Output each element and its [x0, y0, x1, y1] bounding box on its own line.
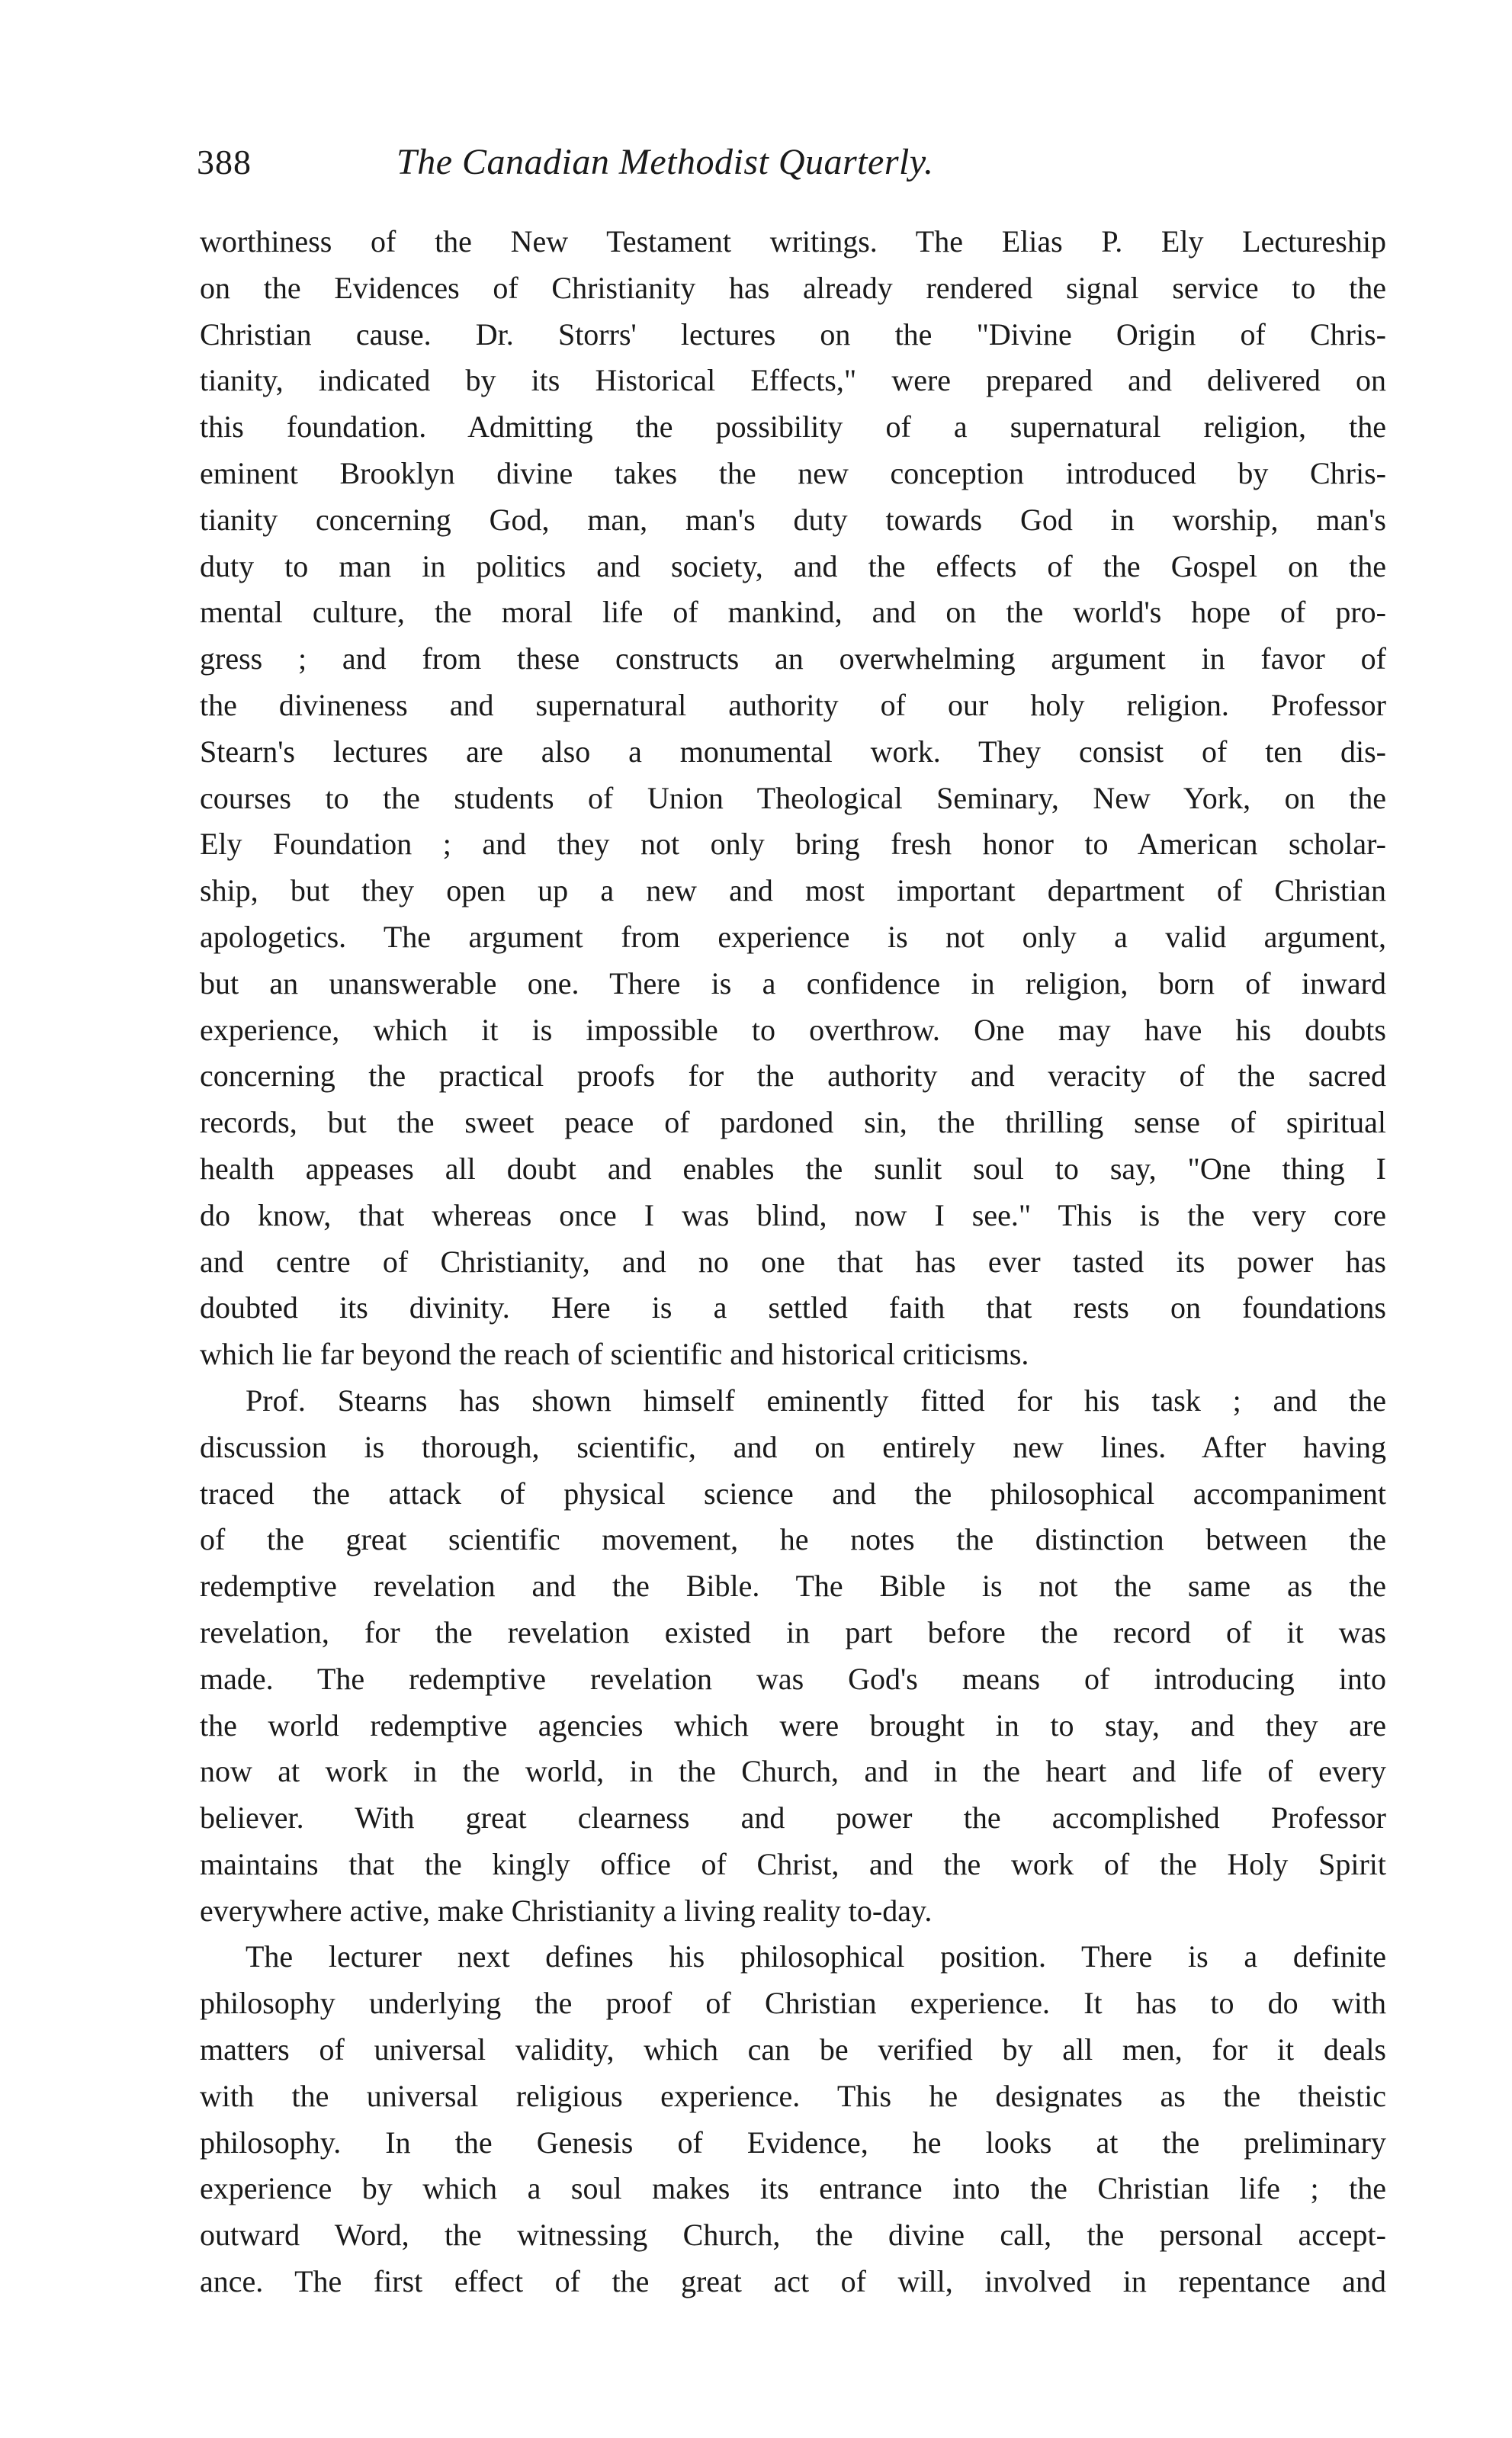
- text-line: concerning the practical proofs for the authority and veracity of the sacred: [200, 1058, 1386, 1094]
- text-line: outward Word, the witnessing Church, the divine call, the personal accept-: [200, 2218, 1386, 2253]
- text-line: courses to the students of Union Theological Seminary, New York, on the: [200, 780, 1386, 815]
- text-line: made. The redemptive revelation was God's means of introducing into: [200, 1661, 1386, 1696]
- text-line: eminent Brooklyn divine takes the new conception introduced by Chris-: [200, 455, 1386, 490]
- text-line: redemptive revelation and the Bible. The Bible is not the same as the: [200, 1569, 1386, 1604]
- text-line: do know, that whereas once I was blind, now I see." This is the very core: [200, 1197, 1386, 1232]
- text-line: this foundation. Admitting the possibility of a supernatural religion, the: [200, 410, 1386, 445]
- page-number: 388: [197, 143, 252, 181]
- text-line: philosophy. In the Genesis of Evidence, he looks at the preliminary: [200, 2125, 1386, 2160]
- text-line: doubted its divinity. Here is a settled faith that rests on foundations: [200, 1290, 1386, 1325]
- text-line: traced the attack of physical science and the philosophical accompaniment: [200, 1476, 1386, 1511]
- text-line: experience by which a soul makes its entrance into the Christian life ; the: [200, 2171, 1386, 2206]
- text-line: believer. With great clearness and power the accomplished Professor: [200, 1800, 1386, 1836]
- text-line: now at work in the world, in the Church, and in the heart and life of every: [200, 1754, 1386, 1789]
- text-line: health appeases all doubt and enables the sunlit soul to say, "One thing I: [200, 1151, 1386, 1186]
- text-line: Ely Foundation ; and they not only bring fresh honor to American scholar-: [200, 827, 1386, 862]
- running-title: The Canadian Methodist Quarterly.: [396, 142, 934, 182]
- text-line: The lecturer next defines his philosophical position. There is a definite: [246, 1939, 1386, 1974]
- text-line: experience, which it is impossible to overthrow. One may have his doubts: [200, 1012, 1386, 1047]
- text-line: the divineness and supernatural authority of our holy religion. Professor: [200, 687, 1386, 722]
- text-line: revelation, for the revelation existed in part before the record of it was: [200, 1614, 1386, 1649]
- text-line: tianity, indicated by its Historical Effects," were prepared and delivered on: [200, 363, 1386, 398]
- text-line: Prof. Stearns has shown himself eminently fitted for his task ; and the: [246, 1383, 1386, 1418]
- text-line: philosophy underlying the proof of Christian experience. It has to do with: [200, 1986, 1386, 2021]
- page-header: [197, 136, 1386, 189]
- text-line: which lie far beyond the reach of scientific and historical criticisms.: [200, 1337, 1029, 1372]
- text-line: and centre of Christianity, and no one that has ever tasted its power has: [200, 1244, 1386, 1279]
- paragraph: [200, 219, 1386, 1378]
- text-line: worthiness of the New Testament writings. The Elias P. Ely Lectureship: [200, 224, 1386, 259]
- text-line: tianity concerning God, man, man's duty towards God in worship, man's: [200, 502, 1386, 537]
- text-line: everywhere active, make Christianity a living reality to-day.: [200, 1893, 933, 1928]
- text-line: duty to man in politics and society, and the effects of the Gospel on the: [200, 548, 1386, 583]
- text-line: Christian cause. Dr. Storrs' lectures on the "Divine Origin of Chris-: [200, 316, 1386, 352]
- text-line: apologetics. The argument from experience is not only a valid argument,: [200, 919, 1386, 954]
- paragraph: [200, 1934, 1386, 2305]
- text-line: mental culture, the moral life of mankind, and on the world's hope of pro-: [200, 595, 1386, 630]
- text-line: Stearn's lectures are also a monumental work. They consist of ten dis-: [200, 734, 1386, 769]
- text-line: maintains that the kingly office of Christ, and the work of the Holy Spirit: [200, 1846, 1386, 1881]
- text-line: but an unanswerable one. There is a confidence in religion, born of inward: [200, 965, 1386, 1001]
- text-line: the world redemptive agencies which were brought in to stay, and they are: [200, 1707, 1386, 1743]
- text-line: of the great scientific movement, he notes the distinction between the: [200, 1522, 1386, 1557]
- text-line: records, but the sweet peace of pardoned sin, the thrilling sense of spiritual: [200, 1105, 1386, 1140]
- text-line: ship, but they open up a new and most important department of Christian: [200, 873, 1386, 908]
- text-line: with the universal religious experience. This he designates as the theistic: [200, 2078, 1386, 2113]
- body-text: [200, 219, 1386, 2305]
- text-line: discussion is thorough, scientific, and on entirely new lines. After having: [200, 1429, 1386, 1464]
- text-line: gress ; and from these constructs an overwhelming argument in favor of: [200, 641, 1386, 676]
- text-line: matters of universal validity, which can be verified by all men, for it deals: [200, 2032, 1386, 2067]
- text-line: on the Evidences of Christianity has already rendered signal service to the: [200, 270, 1386, 305]
- text-line: ance. The first effect of the great act of will, involved in repentance and: [200, 2264, 1386, 2299]
- paragraph: [200, 1378, 1386, 1935]
